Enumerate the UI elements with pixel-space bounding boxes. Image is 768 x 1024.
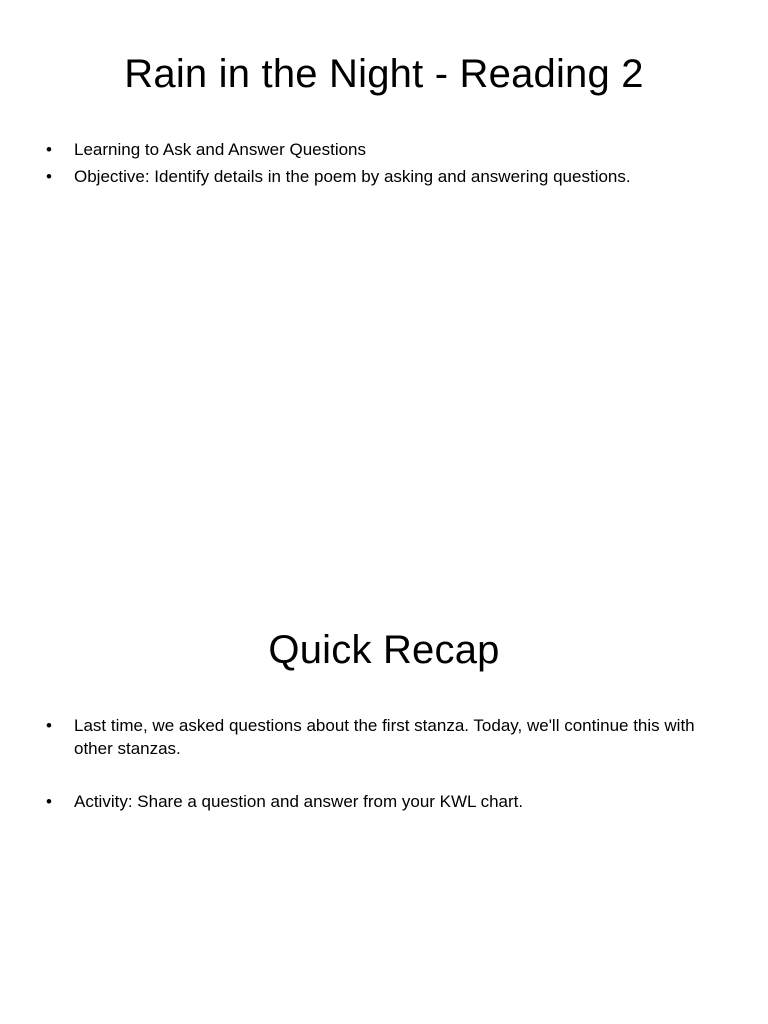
bullet-item — [44, 714, 734, 760]
slide-title: Quick Recap — [268, 628, 500, 672]
bullet-dot-icon: • — [46, 716, 52, 735]
bullet-text: Last time, we asked questions about the first stanza. Today, we'll continue this with other stanzas. — [74, 716, 695, 758]
bullet-list — [44, 714, 734, 843]
bullet-text: Learning to Ask and Answer Questions — [74, 140, 367, 159]
bullet-item — [44, 138, 734, 161]
bullet-text: Activity: Share a question and answer from your KWL chart. — [74, 792, 524, 811]
bullet-item — [44, 165, 734, 188]
slide-2 — [0, 512, 768, 1024]
slide-title: Rain in the Night - Reading 2 — [124, 52, 644, 96]
bullet-dot-icon: • — [46, 792, 52, 811]
bullet-dot-icon: • — [46, 140, 52, 159]
bullet-text: Objective: Identify details in the poem by asking and answering questions. — [74, 167, 631, 186]
bullet-list — [44, 138, 734, 192]
bullet-item — [44, 790, 734, 813]
bullet-dot-icon: • — [46, 167, 52, 186]
